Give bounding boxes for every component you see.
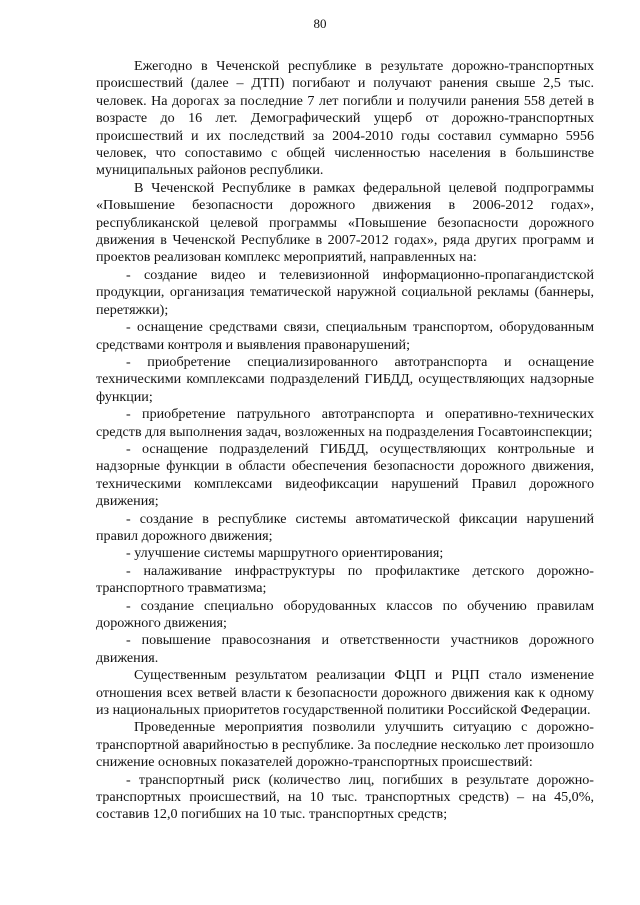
list-item: - улучшение системы маршрутного ориентирования; [126, 545, 444, 562]
paragraph-1: Ежегодно в Чеченской республике в результате дорожно-транспортных происшествий (далее – ДТП) погибают и получают ранения свыше 2,5 тыс. человек. На дорогах за последние 7 лет погибли и получили ранения 558 детей в возрасте до 16 лет. Демографический ущерб от дорожно-транспортных происшествий и их последствий за 2004-2010 годы составил суммарно 5956 человек, что сопоставимо с общей численностью населения в большинстве муниципальных районов республики. [96, 58, 594, 179]
paragraph-2: В Чеченской Республике в рамках федеральной целевой подпрограммы «Повышение безопасности дорожного движения в 2006-2012 годах», республиканской целевой программы «Повышение безопасности дорожного движения в Чеченской Республике в 2007-2012 годах», ряда других программ и проектов реализован комплекс мероприятий, направленных на: [96, 179, 594, 266]
paragraph-3: Существенным результатом реализации ФЦП и РЦП стало изменение отношения всех ветвей власти к безопасности дорожного движения как к одному из национальных приоритетов государственной политики Российской Федерации. [96, 667, 594, 719]
list-item: - оснащение средствами связи, специальным транспортом, оборудованным средствами контроля и выявления правонарушений; [96, 319, 594, 353]
document-body [96, 58, 594, 824]
paragraph-4: Проведенные мероприятия позволили улучшить ситуацию с дорожно-транспортной аварийностью в республике. За последние несколько лет произошло снижение основных показателей дорожно-транспортных происшествий: [96, 719, 594, 771]
list-item: - создание специально оборудованных классов по обучению правилам дорожного движения; [96, 597, 594, 631]
list-item: - оснащение подразделений ГИБДД, осуществляющих контрольные и надзорные функции в области обеспечения безопасности дорожного движения, техническими комплексами видеофиксации нарушений Правил дорожного движения; [96, 440, 594, 510]
list-item: - приобретение специализированного автотранспорта и оснащение техническими комплексами подразделений ГИБДД, осуществляющих надзорные функции; [96, 353, 594, 405]
list-item-final: - транспортный риск (количество лиц, погибших в результате дорожно-транспортных происшествий, на 10 тыс. транспортных средств) – на 45,0%, составив 12,0 погибших на 10 тыс. транспортных средств; [96, 771, 594, 823]
list-item: - приобретение патрульного автотранспорта и оперативно-технических средств для выполнения задач, возложенных на подразделения Госавтоинспекции; [96, 406, 594, 440]
list-item: - создание в республике системы автоматической фиксации нарушений правил дорожного движения; [96, 510, 594, 544]
list-item: - создание видео и телевизионной информационно-пропагандистской продукции, организация тематической наружной социальной рекламы (баннеры, перетяжки); [96, 266, 594, 318]
list-item: - налаживание инфраструктуры по профилактике детского дорожно-транспортного травматизма; [96, 562, 594, 597]
list-item: - повышение правосознания и ответственности участников дорожного движения. [96, 632, 594, 666]
page-number: 80 [313, 16, 327, 31]
